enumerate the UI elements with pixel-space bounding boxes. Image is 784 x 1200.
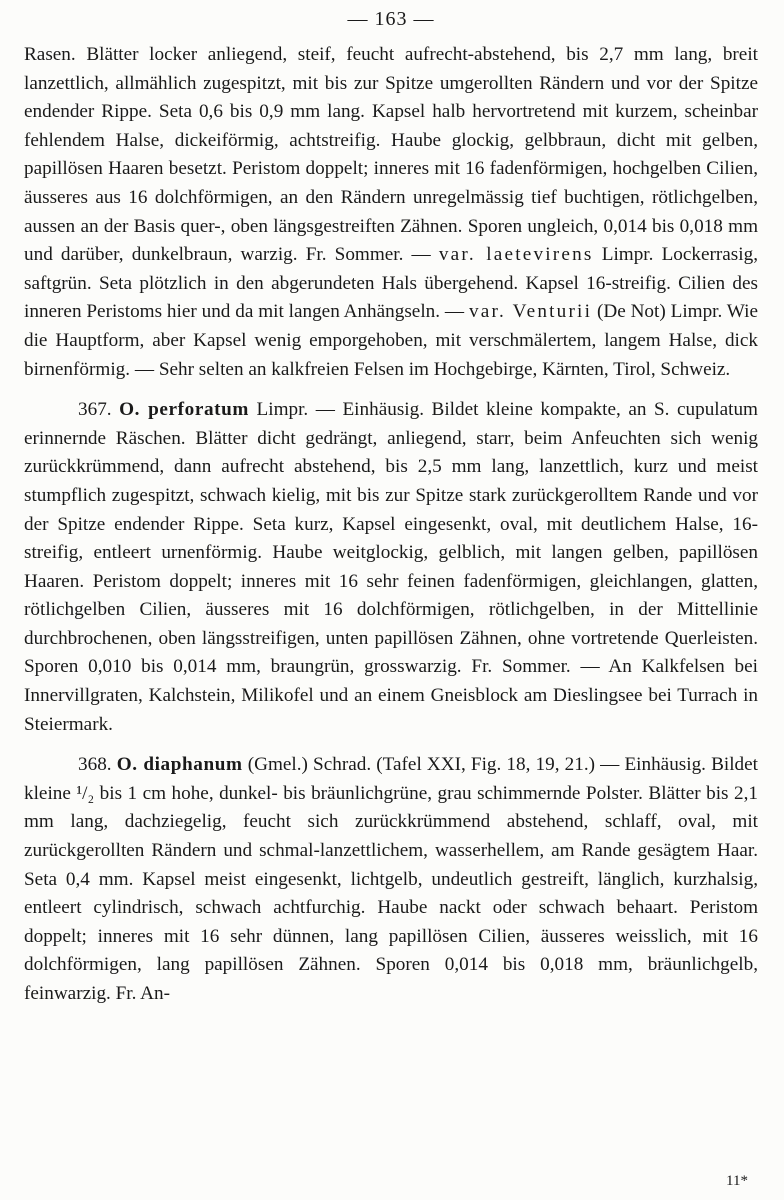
- species-entry-367: [24, 396, 758, 739]
- text: Limpr. — Einhäusig. Bildet kleine kompakte, an S. cupulatum erinnernde Räschen. Blätter dicht gedrängt, anliegend, starr, beim Anfeuchten sich wenig zurückkrümmend, dann aufrecht abstehend, bis 2,5 mm lang, lanzettlich, kurz und meist stumpflich zugespitzt, schwach kielig, mit bis zur Spitze stark zurückgerolltem Rande und vor der Spitze endender Rippe. Seta kurz, Kapsel eingesenkt, oval, mit deutlichem Halse, 16-streifig, entleert urnenförmig. Haube weitglockig, gelblich, mit langen gelben, papillösen Haaren. Peristom doppelt; inneres mit 16 sehr feinen fadenförmigen, gleichlangen, glatten, rötlichgelben Cilien, äusseres mit 16 dolchförmigen, rötlichgelben, in der Mittellinie durchbrochenen, oben längsstreifigen, unten papillösen Zähnen, ohne vortretende Querleisten. Sporen 0,010 bis 0,014 mm, braungrün, grosswarzig. Fr. Sommer. — An Kalkfelsen bei Innervillgraten, Kalchstein, Milikofel und an einem Gneisblock am Dieslingsee bei Turrach in Steiermark.: [24, 399, 758, 735]
- species-entry-368: [24, 751, 758, 1008]
- entry-number: 367.: [78, 399, 112, 421]
- paragraph-continuation: [24, 41, 758, 384]
- variety-name: var. laetevirens: [438, 244, 594, 266]
- text: bis 1 cm hohe, dunkel- bis bräunlichgrüne, grau schimmernde Polster. Blätter bis 2,1 mm lang, dachziegelig, feucht sich zurückkrümmend abstehend, schlaff, oval, mit zurückgerollten Rändern und schmal-lanzettlichem, wasserhellem, am Rande gesägtem Haar. Seta 0,4 mm. Kapsel meist eingesenkt, lichtgelb, undeutlich gestreift, länglich, kurzhalsig, entleert cylindrisch, schwach achtfurchig. Haube nackt oder schwach behaart. Peristom doppelt; inneres mit 16 sehr dünnen, lang papillösen Cilien, äusseres weisslich, mit 16 dolchförmigen, lang papillösen Zähnen. Sporen 0,014 bis 0,018 mm, bräunlichgelb, feinwarzig. Fr. An-: [24, 782, 758, 1004]
- text: Limpr. Lockerrasig, saftgrün. Seta plötzlich in den abgerundeten Hals übergehend. Kapsel 16-streifig. Cilien des inneren Peristoms hier und da mit langen Anhängseln. —: [24, 244, 758, 323]
- fraction: ¹/₂: [76, 782, 95, 804]
- variety-name: var. Venturii: [468, 301, 593, 323]
- text: (De Not) Limpr. Wie die Hauptform, aber Kapsel wenig emporgehoben, mit verschmälertem, langem Halse, dick birnenförmig. — Sehr selten an kalkfreien Felsen im Hochgebirge, Kärnten, Tirol, Schweiz.: [24, 301, 758, 380]
- species-name: O. perforatum: [119, 399, 249, 421]
- species-name: O. diaphanum: [116, 754, 243, 776]
- entry-number: 368.: [78, 754, 112, 776]
- text: Rasen. Blätter locker anliegend, steif, feucht aufrecht-abstehend, bis 2,7 mm lang, breit lanzettlich, allmählich zugespitzt, mit bis zur Spitze umgerollten Rändern und vor der Spitze endender Rippe. Seta 0,6 bis 0,9 mm lang. Kapsel halb hervortretend mit kurzem, scheinbar fehlendem Halse, dickeiförmig, achtstreifig. Haube glockig, gelbbraun, dicht mit gelben, papillösen Haaren besetzt. Peristom doppelt; inneres mit 16 fadenförmigen, hochgelben Cilien, äusseres aus 16 dolchförmigen, an den Rändern unregelmässig tief buchtigen, rötlichgelben, aussen an der Basis quer-, oben längsgestreiften Zähnen. Sporen ungleich, 0,014 bis 0,018 mm und darüber, dunkelbraun, warzig. Fr. Sommer. —: [24, 44, 758, 266]
- page-number: — 163 —: [347, 8, 435, 30]
- printer-signature: 11*: [726, 1173, 748, 1189]
- text: (Gmel.) Schrad. (Tafel XXI, Fig. 18, 19, 21.) — Einhäusig. Bildet kleine: [24, 754, 758, 804]
